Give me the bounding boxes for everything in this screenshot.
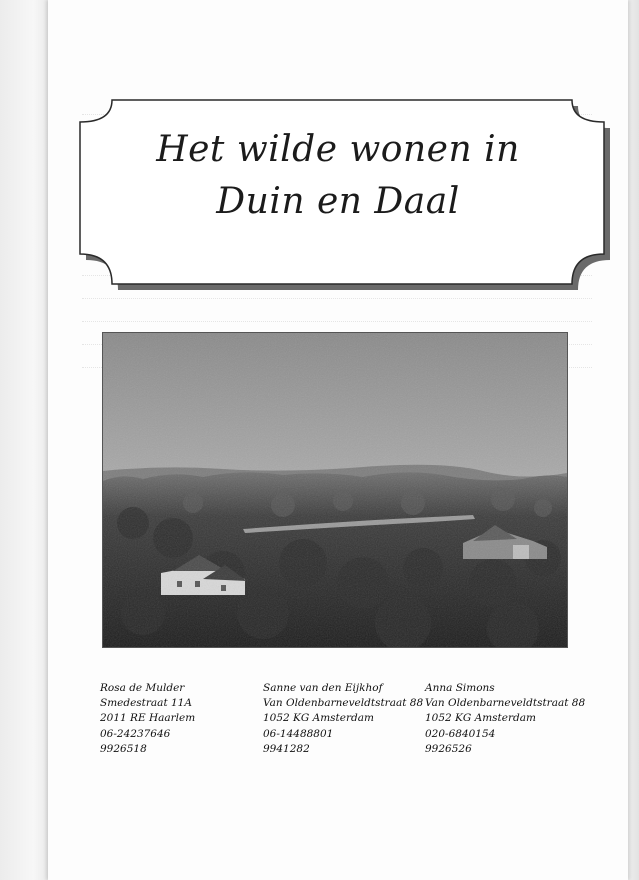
title-line-1: Het wilde wonen in bbox=[156, 129, 520, 170]
author-city: 2011 RE Haarlem bbox=[100, 712, 196, 725]
author-city: 1052 KG Amsterdam bbox=[425, 712, 536, 725]
author-name: Sanne van den Eijkhof bbox=[263, 682, 383, 694]
author-street: Van Oldenbarneveldtstraat 88 bbox=[263, 697, 424, 710]
title-line-2: Duin en Daal bbox=[216, 181, 460, 222]
author-street: Smedestraat 11A bbox=[100, 697, 192, 710]
author-name: Anna Simons bbox=[425, 682, 495, 694]
document-title bbox=[72, 124, 604, 228]
author-name: Rosa de Mulder bbox=[100, 682, 185, 694]
author-student-number: 9926518 bbox=[100, 742, 147, 755]
author-student-number: 9926526 bbox=[425, 742, 472, 755]
author-street: Van Oldenbarneveldtstraat 88 bbox=[425, 697, 586, 710]
author-phone: 06-14488801 bbox=[263, 727, 334, 740]
author-phone: 020-6840154 bbox=[425, 727, 496, 740]
scanner-background-left bbox=[0, 0, 48, 880]
title-frame bbox=[72, 92, 612, 292]
cover-page bbox=[48, 0, 628, 880]
author-phone: 06-24237646 bbox=[100, 727, 171, 740]
author-city: 1052 KG Amsterdam bbox=[263, 712, 374, 725]
author-student-number: 9941282 bbox=[263, 742, 310, 755]
author-block bbox=[425, 681, 585, 757]
landscape-photograph bbox=[102, 332, 568, 648]
author-block bbox=[100, 681, 195, 757]
author-block bbox=[263, 681, 423, 757]
